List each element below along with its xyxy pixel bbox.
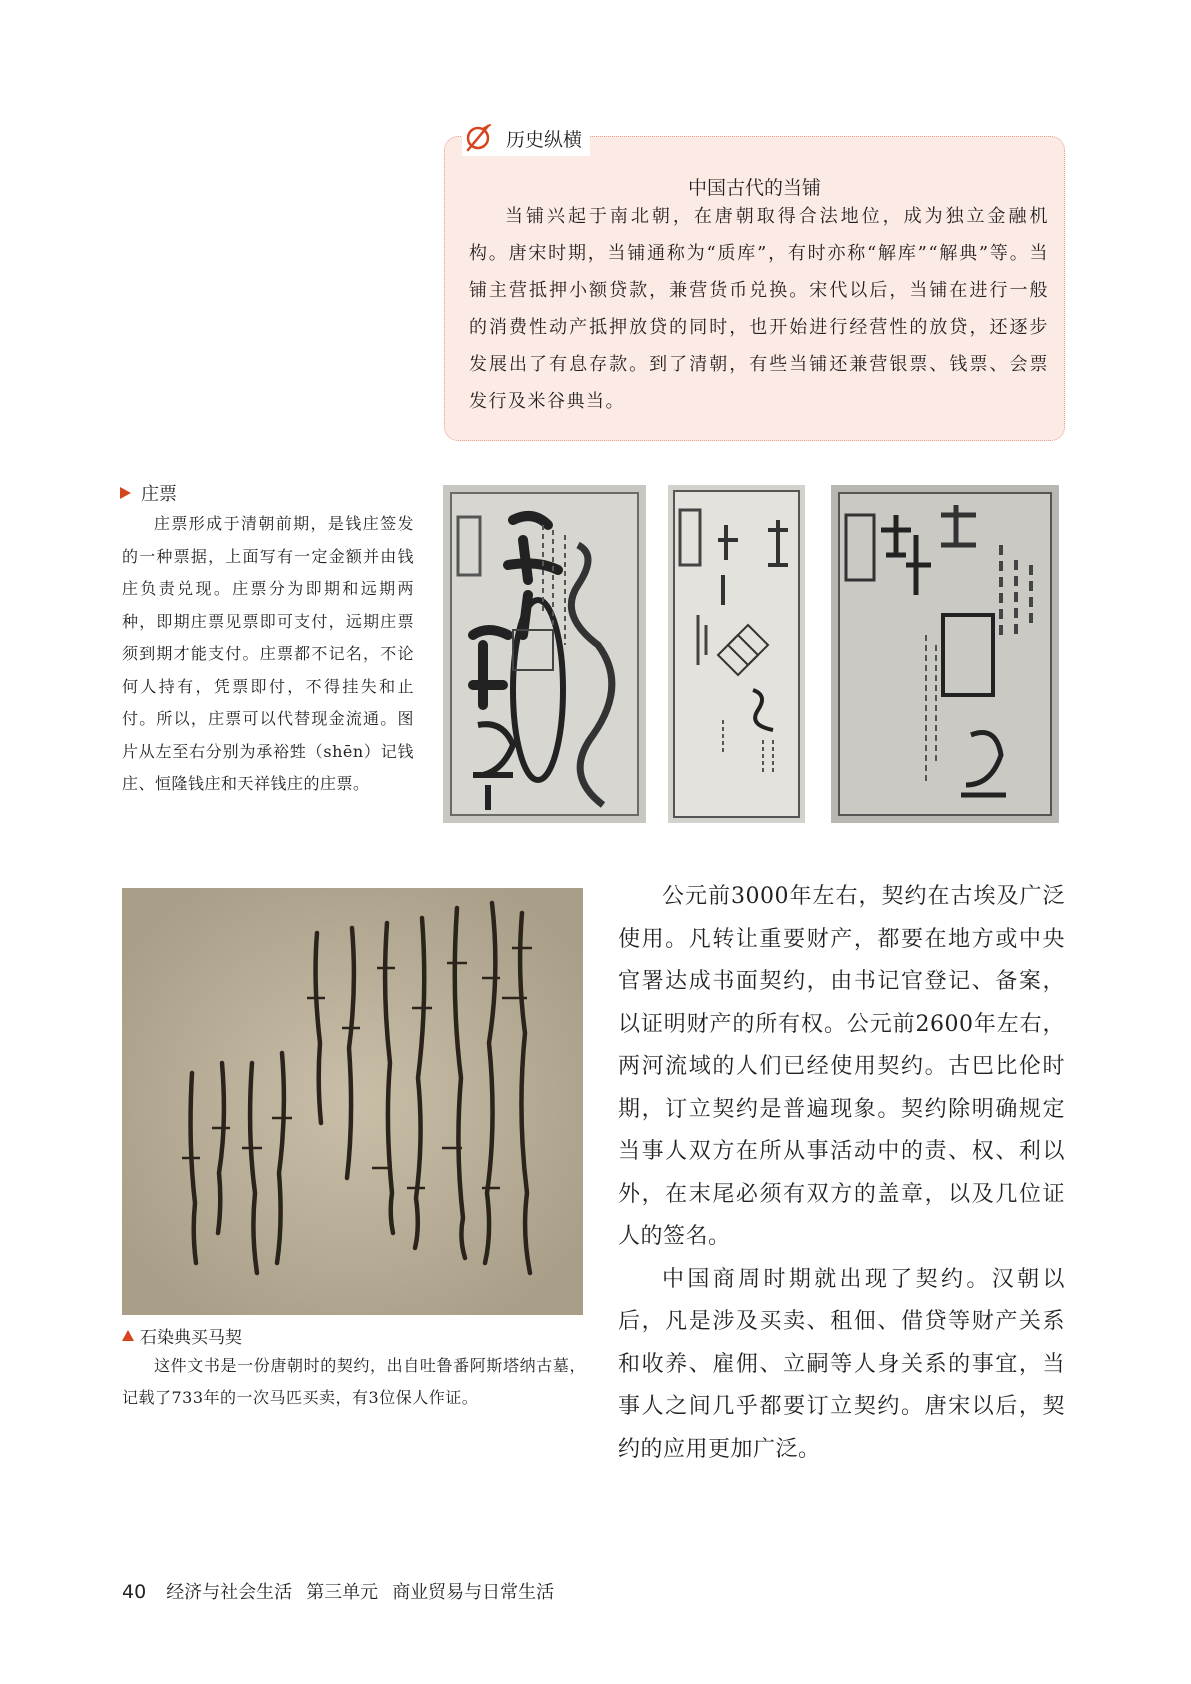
contract-photo-horse-sale <box>122 888 583 1315</box>
page-number: 40 <box>122 1581 147 1603</box>
main-body-text <box>618 876 1065 1471</box>
main-paragraph-1: 公元前3000年左右，契约在古埃及广泛使用。凡转让重要财产，都要在地方或中央官署达成书面契约，由书记官登记、备案，以证明财产的所有权。公元前2600年左右，两河流域的人们已经使用契约。古巴比伦时期，订立契约是普遍现象。契约除明确规定当事人双方在所从事活动中的责、权、利以外，在末尾必须有双方的盖章，以及几位证人的签名。 <box>618 884 1065 1249</box>
zhuangpiao-caption-title <box>120 480 177 506</box>
zhuangpiao-photo-henglong <box>668 485 805 823</box>
main-paragraph-2: 中国商周时期就出现了契约。汉朝以后，凡是涉及买卖、租佃、借贷等财产关系和收养、雇佣、立嗣等人身关系的事宜，当事人之间几乎都要订立契约。唐宋以后，契约的应用更加广泛。 <box>618 1266 1065 1462</box>
page-footer <box>122 1578 554 1604</box>
sidebar-label: 历史纵横 <box>506 128 583 151</box>
sidebar-body: 当铺兴起于南北朝，在唐朝取得合法地位，成为独立金融机构。唐宋时期，当铺通称为“质库”，有时亦称“解库”“解典”等。当铺主营抵押小额贷款，兼营货币兑换。宋代以后，当铺在进行一般的消费性动产抵押放贷的同时，也开始进行经营性的放贷，还逐步发展出了有息存款。到了清朝，有些当铺还兼营银票、钱票、会票发行及米谷典当。 <box>469 206 1049 412</box>
contract-caption-body: 这件文书是一份唐朝时的契约，出自吐鲁番阿斯塔纳古墓，记载了733年的一次马匹买卖，有3位保人作证。 <box>122 1356 586 1407</box>
contract-caption-title <box>122 1323 242 1348</box>
footer-unit: 第三单元 <box>306 1582 379 1603</box>
zhuangpiao-photo-tianxiang <box>831 485 1059 823</box>
contract-title-text: 石染典买马契 <box>140 1328 242 1348</box>
sidebar-header <box>462 120 590 156</box>
sidebar-heading: 中国古代的当铺 <box>687 177 821 199</box>
footer-book-title: 经济与社会生活 <box>166 1582 293 1603</box>
zhuangpiao-photo-chengyushen <box>443 485 646 823</box>
history-logo-icon <box>462 122 494 154</box>
footer-unit-title: 商业贸易与日常生活 <box>392 1582 555 1603</box>
triangle-up-icon <box>122 1330 134 1341</box>
zhuangpiao-caption-body: 庄票形成于清朝前期，是钱庄签发的一种票据，上面写有一定金额并由钱庄负责兑现。庄票分为即期和远期两种，即期庄票见票即可支付，远期庄票须到期才能支付。庄票都不记名，不论何人持有，凭票即付，不得挂失和止付。所以，庄票可以代替现金流通。图片从左至右分别为承裕甡（shēn）记钱庄、恒隆钱庄和天祥钱庄的庄票。 <box>122 514 414 793</box>
triangle-right-icon <box>120 487 131 499</box>
zhuangpiao-title-text: 庄票 <box>141 484 177 505</box>
